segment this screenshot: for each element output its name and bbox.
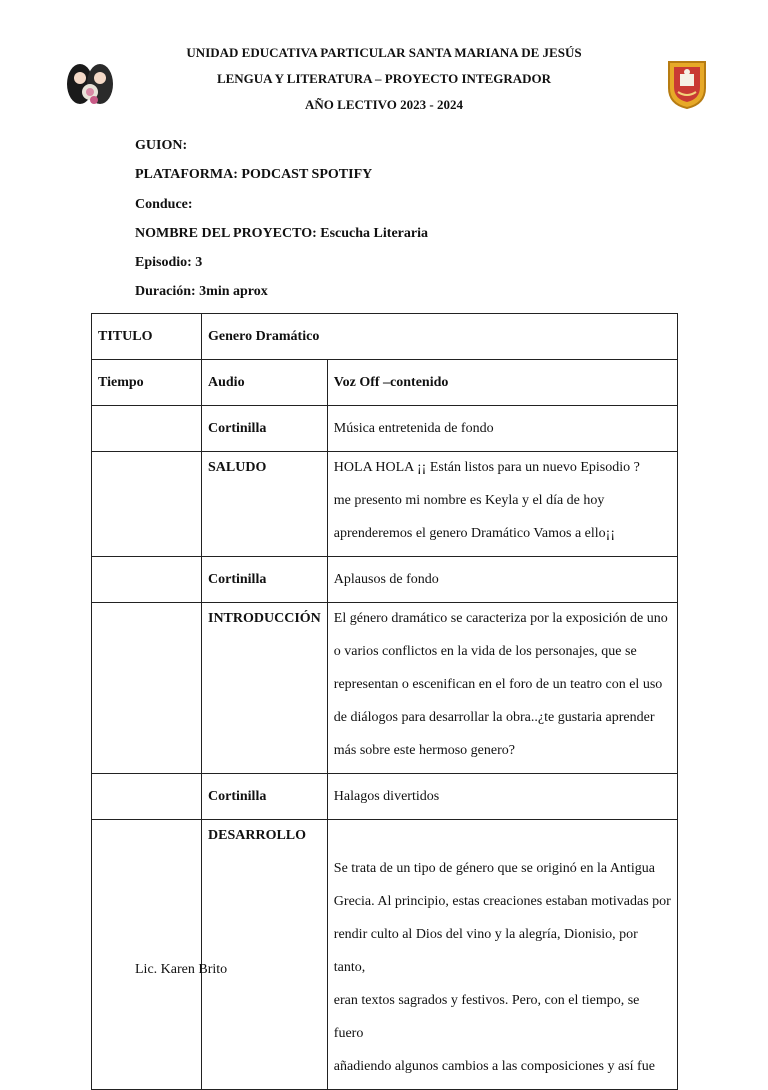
content-cell (327, 820, 677, 1090)
title-value-cell: Genero Dramático (202, 314, 678, 360)
audio-cell: Cortinilla (202, 406, 328, 452)
table-row (92, 603, 678, 774)
content-line: Halagos divertidos (333, 789, 440, 804)
content-line: representan o escenifican en el foro de un teatro con el uso (333, 677, 663, 692)
content-line: de diálogos para desarrollar la obra..¿te gustaria aprender (333, 710, 655, 725)
content-line: me presento mi nombre es Keyla y el día de hoy (333, 493, 605, 508)
tiempo-cell (92, 774, 202, 820)
audio-cell: SALUDO (202, 452, 328, 557)
subject-line: LENGUA Y LITERATURA – PROYECTO INTEGRADOR (216, 71, 552, 86)
table-row (92, 406, 678, 452)
duration-line: Duración: 3min aprox (135, 284, 268, 300)
content-cell (327, 557, 677, 603)
content-line: aprenderemos el genero Dramático Vamos a ello¡¡ (333, 526, 615, 541)
tiempo-cell (92, 820, 202, 1090)
script-metadata (135, 136, 428, 312)
tiempo-cell (92, 603, 202, 774)
content-line: Música entretenida de fondo (333, 421, 494, 436)
episode-line: Episodio: 3 (135, 255, 203, 271)
content-cell (327, 774, 677, 820)
column-header-tiempo: Tiempo (92, 360, 202, 406)
table-row (92, 452, 678, 557)
project-name-line (135, 224, 428, 253)
content-cell (327, 603, 677, 774)
content-line: Grecia. Al principio, estas creaciones estaban motivadas por (333, 894, 671, 909)
plataforma-line: PLATAFORMA: PODCAST SPOTIFY (135, 167, 373, 183)
tiempo-cell (92, 406, 202, 452)
header-row (92, 360, 678, 406)
script-rows (92, 406, 678, 1090)
audio-cell: INTRODUCCIÓN (202, 603, 328, 774)
project-name-value: Escucha Literaria (320, 225, 428, 241)
academic-year: AÑO LECTIVO 2023 - 2024 (305, 97, 463, 112)
school-name: UNIDAD EDUCATIVA PARTICULAR SANTA MARIANA DE JESÚS (186, 45, 582, 60)
title-row (92, 314, 678, 360)
content-line: eran textos sagrados y festivos. Pero, con el tiempo, se fuero (333, 993, 640, 1041)
author-signature: Lic. Karen Brito (135, 962, 228, 977)
tiempo-cell (92, 452, 202, 557)
content-cell (327, 406, 677, 452)
table-row (92, 774, 678, 820)
guion-label: GUION: (135, 138, 188, 153)
content-cell (327, 452, 677, 557)
audio-cell: Cortinilla (202, 774, 328, 820)
audio-cell: Cortinilla (202, 557, 328, 603)
column-header-contenido: Voz Off –contenido (327, 360, 677, 406)
content-line: El género dramático se caracteriza por la exposición de uno (333, 611, 668, 626)
content-line: más sobre este hermoso genero? (333, 743, 515, 758)
title-label-cell: TITULO (92, 314, 202, 360)
tiempo-cell (92, 557, 202, 603)
content-line: o varios conflictos en la vida de los personajes, que se (333, 644, 637, 659)
table-row (92, 557, 678, 603)
project-name-label: NOMBRE DEL PROYECTO: (135, 225, 317, 241)
content-line: Aplausos de fondo (333, 572, 439, 587)
content-line (334, 819, 671, 852)
document-header (0, 40, 768, 118)
column-header-audio: Audio (202, 360, 328, 406)
content-line: HOLA HOLA ¡¡ Están listos para un nuevo Episodio ? (333, 460, 640, 475)
content-line: rendir culto al Dios del vino y la alegría, Dionisio, por tanto, (333, 927, 638, 975)
audio-cell: DESARROLLO (202, 820, 328, 1090)
conduce-label: Conduce: (135, 196, 193, 212)
table-row (92, 820, 678, 1090)
content-line: Se trata de un tipo de género que se originó en la Antigua (333, 861, 655, 876)
content-line: añadiendo algunos cambios a las composiciones y así fue (333, 1059, 655, 1074)
